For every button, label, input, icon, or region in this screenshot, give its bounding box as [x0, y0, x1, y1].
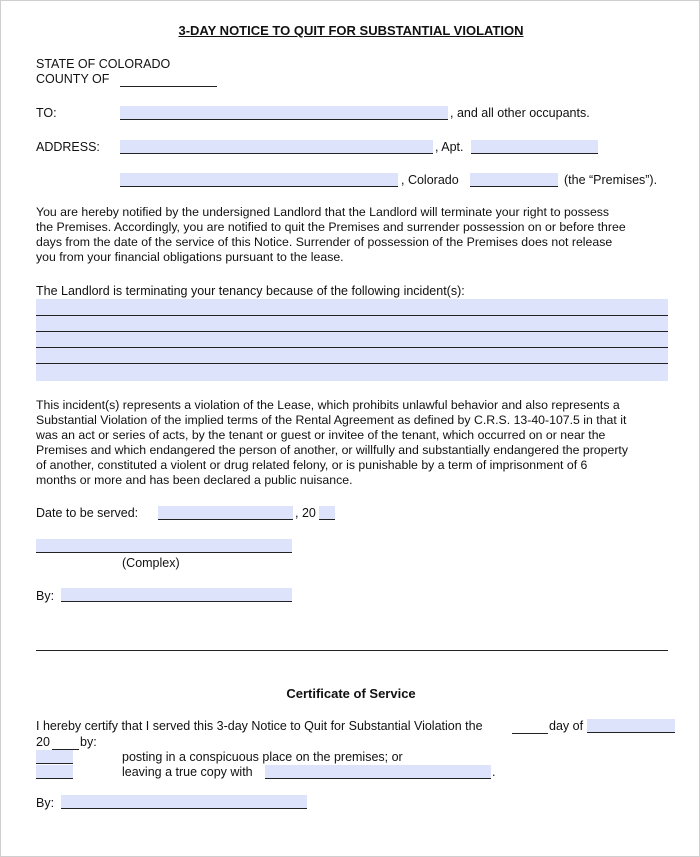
- address-label: ADDRESS:: [36, 140, 100, 154]
- incident-line: [36, 315, 668, 316]
- leaving-checkbox-field[interactable]: [36, 765, 73, 779]
- violation-line: of another, constituted a violent or drug related felony, or is punishable by a term of imprisonment of 6: [36, 458, 588, 472]
- by-label: By:: [36, 589, 55, 603]
- posting-checkbox-field[interactable]: [36, 750, 73, 764]
- year-field[interactable]: [319, 506, 335, 520]
- date-label: Date to be served:: [36, 506, 139, 520]
- cert-signature-label: By:: [36, 796, 55, 810]
- state-label: STATE OF COLORADO: [36, 57, 171, 71]
- cert-year-prefix: 20: [36, 735, 50, 749]
- complex-label: (Complex): [122, 556, 180, 570]
- cert-month-field[interactable]: [587, 719, 675, 733]
- violation-line: Substantial Violation of the implied terms of the Rental Agreement as defined by C.R.S. 13-40-107.5 in that it: [36, 413, 627, 427]
- occupants-text: , and all other occupants.: [450, 106, 590, 120]
- day-of-label: day of: [549, 719, 584, 733]
- incidents-field[interactable]: [36, 299, 668, 381]
- city-field[interactable]: [120, 173, 398, 187]
- apt-field[interactable]: [471, 140, 598, 154]
- to-label: TO:: [36, 106, 57, 120]
- violation-line: months or more and has been declared a public nuisance.: [36, 473, 353, 487]
- violation-line: Premises and which endangered the person of another, or willfully and substantially endangered the property: [36, 443, 628, 457]
- county-blank[interactable]: [120, 73, 217, 87]
- document-title: 3-DAY NOTICE TO QUIT FOR SUBSTANTIAL VIOLATION: [178, 23, 524, 38]
- certify-text: I hereby certify that I served this 3-day Notice to Quit for Substantial Violation the: [36, 719, 483, 733]
- landlord-signature-field[interactable]: [61, 588, 292, 602]
- option-posting: posting in a conspicuous place on the premises; or: [122, 750, 403, 764]
- incident-line: [36, 347, 668, 348]
- county-label: COUNTY OF: [36, 72, 110, 86]
- violation-paragraph: [36, 398, 671, 488]
- cert-by-label: by:: [80, 735, 97, 749]
- period: .: [492, 765, 496, 779]
- colorado-label: , Colorado: [401, 173, 459, 187]
- cert-year-blank[interactable]: [52, 736, 79, 750]
- zip-field[interactable]: [470, 173, 558, 187]
- option-leaving: leaving a true copy with: [122, 765, 253, 779]
- notice-line: the Premises. Accordingly, you are notified to quit the Premises and surrender possession on or before three: [36, 220, 626, 234]
- apt-label: , Apt.: [435, 140, 464, 154]
- cert-day-blank[interactable]: [512, 720, 548, 734]
- address-field[interactable]: [120, 140, 433, 154]
- certificate-title: Certificate of Service: [286, 686, 416, 701]
- incident-line: [36, 331, 668, 332]
- tenant-name-field[interactable]: [120, 106, 448, 120]
- signature-line: [36, 650, 668, 651]
- notice-paragraph: [36, 205, 671, 265]
- incident-line: [36, 363, 668, 364]
- server-signature-field[interactable]: [61, 795, 307, 809]
- copy-recipient-field[interactable]: [265, 765, 491, 779]
- year-prefix: , 20: [295, 506, 316, 520]
- complex-field[interactable]: [36, 539, 292, 553]
- notice-line: You are hereby notified by the undersigned Landlord that the Landlord will terminate your right to possess: [36, 205, 610, 219]
- premises-text: (the “Premises”).: [564, 173, 658, 187]
- violation-line: was an act or series of acts, by the tenant or guest or invitee of the tenant, which occurred on or near the: [36, 428, 606, 442]
- notice-line: days from the date of the service of this Notice. Surrender of possession of the Premises does not release: [36, 235, 613, 249]
- incidents-heading: The Landlord is terminating your tenancy because of the following incident(s):: [36, 284, 465, 298]
- notice-line: you from your financial obligations pursuant to the lease.: [36, 250, 344, 264]
- date-field[interactable]: [158, 506, 293, 520]
- violation-line: This incident(s) represents a violation of the Lease, which prohibits unlawful behavior and also represents a: [36, 398, 620, 412]
